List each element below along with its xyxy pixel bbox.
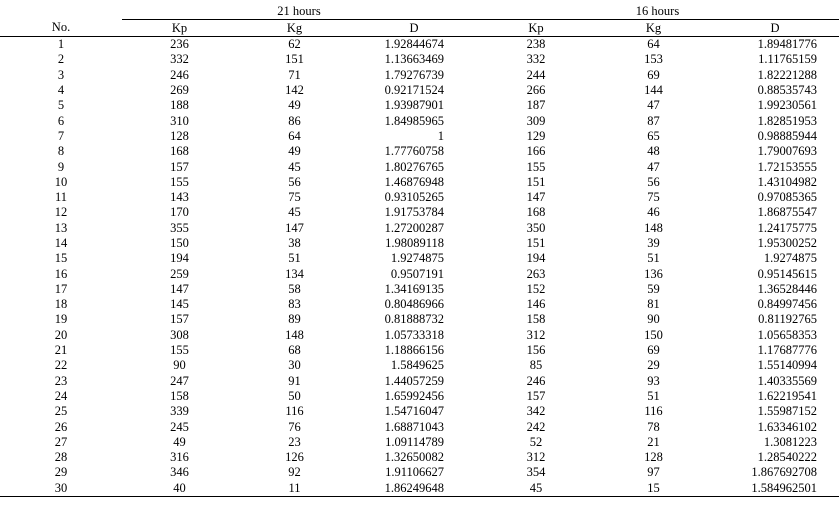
cell-kp-21: 339 [170, 404, 189, 419]
cell-d-21: 1.92844674 [384, 37, 444, 52]
cell-kp-16: 238 [526, 37, 546, 52]
cell-d-16: 1.55140994 [757, 358, 817, 373]
cell-d-16: 1.05658353 [757, 327, 817, 342]
table-row [0, 129, 839, 144]
cell-no: 1 [57, 37, 65, 52]
cell-kp-21: 128 [170, 128, 189, 143]
cell-kg-16: 150 [644, 327, 663, 342]
cell-kp-21: 155 [170, 343, 189, 358]
table-row [0, 374, 839, 389]
cell-no: 11 [54, 190, 68, 205]
cell-d-16: 1.82221288 [757, 67, 817, 82]
cell-kp-21: 157 [170, 159, 189, 174]
cell-kp-21: 308 [170, 327, 189, 342]
table-row [0, 450, 839, 465]
cell-d-21: 1.98089118 [385, 236, 444, 250]
cell-kg-16: 78 [647, 419, 660, 434]
cell-d-16: 1.867692708 [751, 465, 817, 480]
table-row [0, 52, 839, 67]
cell-kg-21: 45 [288, 205, 301, 220]
table-row [0, 297, 839, 312]
cell-no: 3 [57, 67, 65, 82]
cell-no: 25 [54, 404, 68, 419]
cell-d-21: 1.93987901 [384, 98, 444, 113]
cell-kg-21: 151 [285, 52, 304, 67]
cell-kg-16: 75 [647, 190, 660, 205]
cell-kp-21: 332 [170, 52, 189, 67]
cell-kp-21: 259 [170, 266, 189, 281]
cell-d-16: 1.43104982 [757, 174, 817, 189]
cell-d-16: 0.97085365 [757, 190, 817, 205]
cell-kp-16: 147 [526, 190, 546, 205]
cell-kp-16: 152 [526, 281, 546, 296]
cell-d-21: 1.18866156 [384, 343, 444, 358]
cell-kg-21: 75 [288, 190, 301, 205]
cell-d-21: 1.46876948 [384, 174, 444, 189]
cell-no: 27 [54, 434, 68, 449]
cell-kp-21: 90 [173, 358, 186, 373]
cell-kp-21: 147 [170, 281, 189, 296]
cell-d-16: 0.81192765 [758, 312, 817, 327]
cell-kp-21: 188 [170, 98, 189, 113]
cell-kp-16: 194 [526, 251, 546, 266]
cell-kp-16: 332 [526, 52, 546, 67]
cell-kg-21: 71 [288, 67, 301, 82]
cell-d-21: 1.54716047 [384, 404, 444, 419]
cell-kp-16: 263 [526, 266, 546, 281]
table-row [0, 68, 839, 83]
cell-kg-21: 89 [288, 312, 301, 327]
cell-kp-21: 194 [170, 251, 189, 266]
cell-no: 20 [54, 327, 68, 342]
cell-d-16: 0.98885944 [757, 128, 817, 143]
table-row [0, 312, 839, 327]
cell-kp-16: 187 [526, 98, 546, 113]
cell-d-21: 1.09114789 [385, 434, 444, 449]
cell-d-21: 1 [437, 128, 444, 143]
table-row [0, 404, 839, 419]
column-header-kg-16: Kg [596, 20, 711, 37]
cell-d-16: 1.3081223 [763, 434, 817, 449]
cell-kp-21: 143 [170, 190, 189, 205]
cell-kg-21: 126 [285, 450, 304, 465]
cell-kp-21: 247 [170, 373, 189, 388]
cell-kg-16: 128 [644, 450, 663, 465]
cell-kg-21: 49 [288, 98, 301, 113]
cell-kp-21: 49 [173, 434, 186, 449]
cell-kp-21: 236 [170, 37, 189, 52]
cell-d-16: 1.24175775 [757, 220, 817, 235]
cell-no: 21 [54, 343, 68, 358]
cell-kp-21: 168 [170, 144, 189, 159]
cell-kg-16: 47 [647, 159, 660, 174]
cell-kp-21: 316 [170, 450, 189, 465]
cell-d-16: 1.95300252 [757, 236, 817, 250]
cell-kg-16: 81 [647, 297, 660, 312]
cell-kg-16: 97 [647, 465, 660, 480]
cell-kp-21: 155 [170, 174, 189, 189]
cell-d-21: 0.93105265 [384, 190, 444, 205]
table-row [0, 37, 839, 53]
cell-d-21: 1.84985965 [384, 113, 444, 128]
table-row [0, 159, 839, 174]
cell-kg-16: 48 [647, 144, 660, 159]
cell-kp-16: 354 [526, 465, 546, 480]
cell-no: 23 [54, 373, 68, 388]
cell-kg-21: 83 [288, 297, 301, 312]
cell-d-16: 1.99230561 [757, 98, 817, 113]
cell-no: 22 [54, 358, 68, 373]
cell-kg-16: 59 [647, 281, 660, 296]
cell-d-16: 1.36528446 [757, 281, 817, 296]
cell-no: 28 [54, 450, 68, 465]
cell-d-21: 1.27200287 [384, 220, 444, 235]
cell-d-16: 1.9274875 [763, 251, 817, 266]
cell-kg-21: 64 [288, 128, 301, 143]
cell-kp-21: 355 [170, 220, 189, 235]
cell-no: 7 [57, 128, 65, 143]
column-header-no: No. [0, 20, 122, 37]
cell-kg-16: 15 [596, 481, 711, 497]
cell-kg-21: 49 [288, 144, 301, 159]
cell-no: 4 [57, 83, 65, 98]
cell-d-21: 1.91753784 [384, 205, 444, 220]
table-row [0, 435, 839, 450]
cell-kg-21: 86 [288, 113, 301, 128]
cell-d-21: 0.80486966 [384, 297, 444, 312]
cell-kg-16: 148 [644, 220, 663, 235]
table-row [0, 266, 839, 281]
table-row [0, 236, 839, 251]
table-row [0, 328, 839, 343]
cell-d-21: 1.79276739 [384, 67, 444, 82]
cell-d-21: 1.80276765 [384, 159, 444, 174]
cell-d-16: 1.28540222 [757, 450, 817, 465]
cell-no: 14 [54, 236, 68, 250]
cell-kg-16: 90 [647, 312, 660, 327]
cell-no: 24 [54, 388, 68, 403]
cell-kg-16: 69 [647, 67, 660, 82]
cell-kp-16: 309 [526, 113, 546, 128]
table-row [0, 205, 839, 220]
cell-d-21: 1.77760758 [384, 144, 444, 159]
cell-d-21: 1.65992456 [384, 388, 444, 403]
table-row [0, 98, 839, 113]
cell-kp-16: 45 [476, 481, 596, 497]
cell-kg-16: 47 [647, 98, 660, 113]
cell-kg-16: 65 [647, 128, 660, 143]
cell-kp-16: 312 [526, 327, 546, 342]
cell-no: 6 [57, 113, 65, 128]
column-header-kp-16: Kp [476, 20, 596, 37]
cell-d-21: 0.9507191 [390, 266, 444, 281]
cell-kp-21: 157 [170, 312, 189, 327]
cell-kp-16: 85 [529, 358, 543, 373]
cell-kp-16: 151 [526, 236, 546, 250]
cell-kp-16: 166 [526, 144, 546, 159]
table-row [0, 343, 839, 358]
cell-kg-16: 64 [647, 37, 660, 52]
cell-kp-16: 244 [526, 67, 546, 82]
data-table [0, 3, 839, 497]
group-header-row [0, 3, 839, 20]
cell-kg-16: 56 [647, 174, 660, 189]
cell-kg-21: 142 [285, 83, 304, 98]
cell-d-16: 1.55987152 [757, 404, 817, 419]
cell-no: 2 [57, 52, 65, 67]
cell-kp-16: 312 [526, 450, 546, 465]
cell-kg-16: 144 [644, 83, 663, 98]
cell-d-21: 1.34169135 [384, 281, 444, 296]
cell-kg-21: 91 [288, 373, 301, 388]
cell-kp-21: 245 [170, 419, 189, 434]
cell-kg-21: 92 [288, 465, 301, 480]
cell-d-16: 1.62219541 [757, 388, 817, 403]
cell-no: 13 [54, 220, 68, 235]
column-header-kg-21: Kg [237, 20, 352, 37]
cell-kp-16: 242 [526, 419, 546, 434]
cell-d-21: 1.05733318 [384, 327, 444, 342]
cell-kg-16: 87 [647, 113, 660, 128]
cell-d-21: 0.92171524 [384, 83, 444, 98]
table-body [0, 37, 839, 497]
cell-no: 17 [54, 281, 68, 296]
table-row [0, 144, 839, 159]
cell-kg-21: 58 [288, 281, 301, 296]
table-row [0, 282, 839, 297]
cell-d-16: 1.17687776 [757, 343, 817, 358]
cell-kp-21: 246 [170, 67, 189, 82]
cell-kp-21: 346 [170, 465, 189, 480]
cell-kg-16: 46 [647, 205, 660, 220]
cell-kg-16: 136 [644, 266, 663, 281]
table-row [0, 419, 839, 434]
cell-kg-21: 148 [285, 327, 304, 342]
cell-d-16: 1.89481776 [757, 37, 817, 52]
cell-kp-16: 168 [526, 205, 546, 220]
cell-kg-21: 11 [237, 481, 352, 497]
cell-d-21: 1.32650082 [384, 450, 444, 465]
cell-kg-16: 153 [644, 52, 663, 67]
column-header-kp-21: Kp [122, 20, 237, 37]
cell-d-21: 1.9274875 [390, 251, 444, 266]
cell-no: 19 [54, 312, 68, 327]
cell-d-16: 1.40335569 [757, 373, 817, 388]
cell-d-21: 0.81888732 [384, 312, 444, 327]
cell-kg-21: 38 [288, 236, 301, 250]
cell-kp-21: 170 [170, 205, 189, 220]
cell-d-16: 1.82851953 [757, 113, 817, 128]
table-row [0, 251, 839, 266]
cell-kp-16: 158 [526, 312, 546, 327]
cell-kg-21: 23 [288, 434, 301, 449]
cell-kp-21: 310 [170, 113, 189, 128]
cell-kg-21: 76 [288, 419, 301, 434]
cell-kp-21: 158 [170, 388, 189, 403]
cell-kg-16: 51 [647, 251, 660, 266]
cell-no: 29 [54, 465, 68, 480]
table-row [0, 389, 839, 404]
cell-no: 16 [54, 266, 68, 281]
cell-kp-21: 269 [170, 83, 189, 98]
cell-d-21: 1.86249648 [352, 481, 476, 497]
cell-kg-16: 39 [647, 236, 660, 250]
cell-no: 30 [0, 481, 122, 497]
cell-d-21: 1.91106627 [385, 465, 444, 480]
cell-kg-21: 50 [288, 388, 301, 403]
cell-d-16: 1.584962501 [711, 481, 839, 497]
cell-no: 5 [57, 98, 65, 113]
cell-kp-16: 52 [529, 434, 543, 449]
cell-kp-16: 342 [526, 404, 546, 419]
cell-kp-16: 146 [526, 297, 546, 312]
cell-d-21: 1.68871043 [384, 419, 444, 434]
column-header-row [0, 20, 839, 37]
cell-kp-16: 155 [526, 159, 546, 174]
cell-kg-21: 62 [288, 37, 301, 52]
table-row [0, 465, 839, 480]
cell-kg-21: 134 [285, 266, 304, 281]
cell-no: 10 [54, 174, 68, 189]
cell-kg-21: 56 [288, 174, 301, 189]
cell-d-16: 1.72153555 [757, 159, 817, 174]
cell-no: 9 [57, 159, 65, 174]
cell-kg-21: 116 [285, 404, 304, 419]
cell-kp-21: 145 [170, 297, 189, 312]
cell-kp-16: 266 [526, 83, 546, 98]
cell-kg-16: 51 [647, 388, 660, 403]
cell-no: 8 [57, 144, 65, 159]
cell-d-16: 1.11765159 [758, 52, 817, 67]
cell-d-16: 1.79007693 [757, 144, 817, 159]
cell-kg-16: 116 [644, 404, 663, 419]
cell-kp-21: 150 [170, 236, 189, 250]
group-header-21-hours: 21 hours [122, 3, 476, 20]
table-row [0, 113, 839, 128]
cell-kg-21: 147 [285, 220, 304, 235]
cell-d-16: 0.84997456 [757, 297, 817, 312]
cell-no: 12 [54, 205, 68, 220]
cell-kg-21: 30 [288, 358, 301, 373]
cell-kp-16: 129 [526, 128, 546, 143]
cell-d-16: 0.95145615 [757, 266, 817, 281]
cell-d-16: 0.88535743 [757, 83, 817, 98]
group-header-16-hours: 16 hours [476, 3, 839, 20]
cell-kg-21: 68 [288, 343, 301, 358]
cell-d-16: 1.63346102 [757, 419, 817, 434]
cell-kp-21: 40 [122, 481, 237, 497]
cell-no: 15 [54, 251, 68, 266]
cell-kg-16: 21 [647, 434, 660, 449]
group-header-spacer [0, 3, 122, 20]
table-row [0, 190, 839, 205]
column-header-d-21: D [352, 20, 476, 37]
cell-kp-16: 157 [526, 388, 546, 403]
cell-kg-16: 69 [647, 343, 660, 358]
cell-kg-16: 29 [647, 358, 660, 373]
cell-kp-16: 151 [526, 174, 546, 189]
table-row [0, 221, 839, 236]
table-row [0, 481, 839, 497]
cell-kp-16: 350 [526, 220, 546, 235]
cell-d-16: 1.86875547 [757, 205, 817, 220]
table-row [0, 83, 839, 98]
column-header-d-16: D [711, 20, 839, 37]
cell-kp-16: 246 [526, 373, 546, 388]
table-row [0, 358, 839, 373]
cell-d-21: 1.44057259 [384, 373, 444, 388]
cell-no: 26 [54, 419, 68, 434]
table-row [0, 175, 839, 190]
cell-kg-21: 45 [288, 159, 301, 174]
cell-kg-21: 51 [288, 251, 301, 266]
cell-kp-16: 156 [526, 343, 546, 358]
cell-no: 18 [54, 297, 68, 312]
cell-d-21: 1.13663469 [384, 52, 444, 67]
cell-kg-16: 93 [647, 373, 660, 388]
cell-d-21: 1.5849625 [390, 358, 444, 373]
